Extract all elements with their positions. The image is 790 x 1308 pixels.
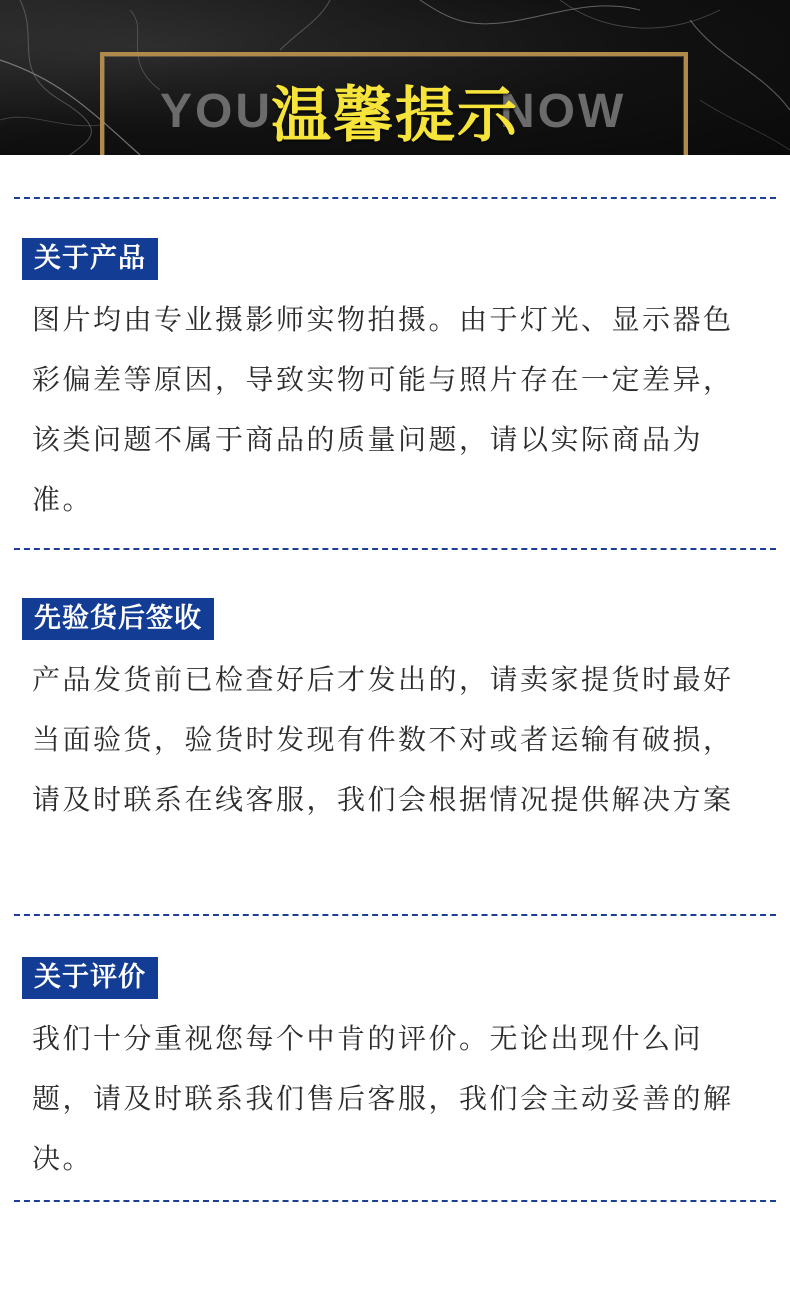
dashed-divider xyxy=(14,548,776,550)
section-heading-inspect-before-sign: 先验货后签收 xyxy=(22,598,214,640)
section-body-about-product: 图片均由专业摄影师实物拍摄。由于灯光、显示器色彩偏差等原因，导致实物可能与照片存在一定差异，该类问题不属于商品的质量问题，请以实际商品为准。 xyxy=(32,303,734,516)
section-heading-about-reviews: 关于评价 xyxy=(22,957,158,999)
header-banner xyxy=(0,0,790,155)
banner-bg-word-right: NOW xyxy=(500,85,627,138)
section-body-inspect-before-sign: 产品发货前已检查好后才发出的，请卖家提货时最好当面验货，验货时发现有件数不对或者运输有破损，请及时联系在线客服，我们会根据情况提供解决方案 xyxy=(32,663,734,816)
section-body-about-reviews: 我们十分重视您每个中肯的评价。无论出现什么问题，请及时联系我们售后客服，我们会主动妥善的解决。 xyxy=(32,1022,734,1175)
dashed-divider xyxy=(14,914,776,916)
banner-bg-word-left: YOU xyxy=(160,85,274,138)
dashed-divider xyxy=(14,197,776,199)
dashed-divider xyxy=(14,1200,776,1202)
banner-title xyxy=(0,68,790,154)
banner-title-text: 温馨提示 xyxy=(271,81,519,151)
section-heading-about-product: 关于产品 xyxy=(22,238,158,280)
